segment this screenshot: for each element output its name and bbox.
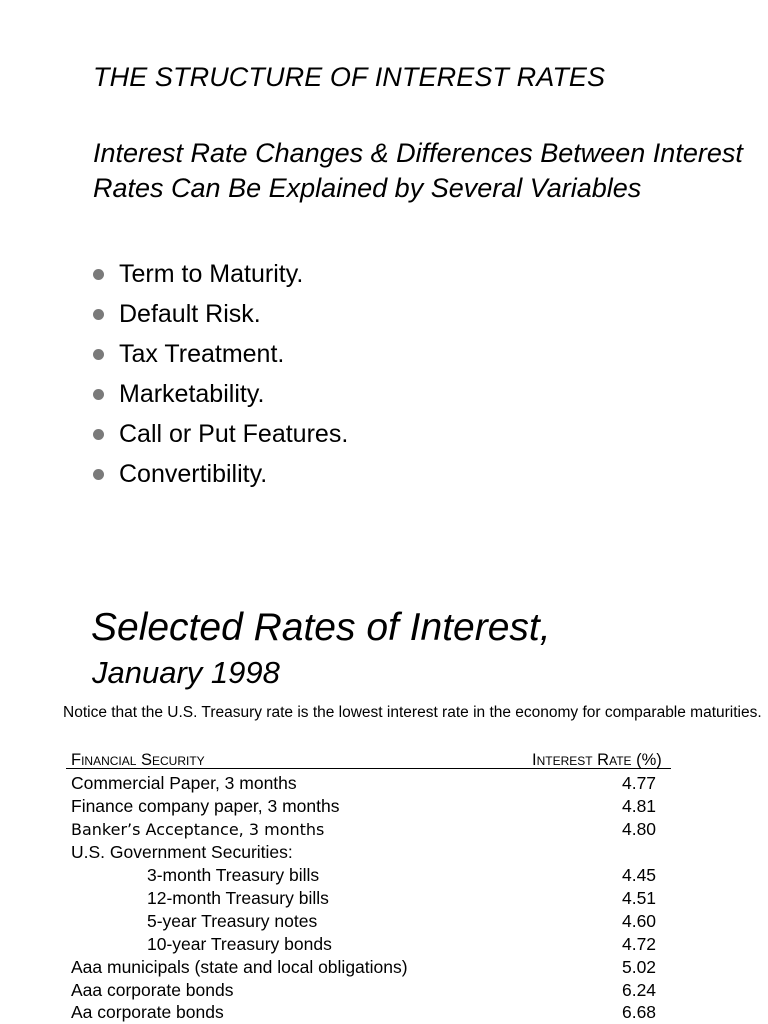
row-value: 6.68 (621, 1002, 657, 1022)
row-label: 10-year Treasury bonds (147, 934, 332, 954)
list-item (90, 414, 348, 454)
row-label: Banker’s Acceptance, 3 months (71, 820, 325, 839)
row-label: Commercial Paper, 3 months (71, 773, 297, 793)
row-label: Aaa municipals (state and local obligations) (71, 957, 408, 977)
table-header-security: Financial Security (71, 751, 205, 769)
table-header-rate: Interest Rate (%) (532, 751, 662, 769)
table-row (71, 956, 711, 979)
row-value: 5.02 (621, 957, 657, 977)
row-value: 4.77 (621, 773, 657, 793)
row-label: Aa corporate bonds (71, 1002, 224, 1022)
row-label: U.S. Government Securities: (71, 842, 293, 862)
list-item-text: Default Risk. (119, 300, 261, 328)
row-value: 4.72 (621, 934, 657, 954)
table-row (71, 887, 711, 910)
list-item-text: Tax Treatment. (119, 340, 285, 368)
list-item (90, 454, 348, 494)
row-label: 5-year Treasury notes (147, 911, 318, 931)
table-row (71, 795, 711, 818)
table-row (71, 933, 711, 956)
row-value: 4.45 (621, 865, 657, 885)
table-row (71, 818, 711, 841)
list-item (90, 334, 348, 374)
list-item-text: Call or Put Features. (119, 420, 349, 448)
row-label: Finance company paper, 3 months (71, 796, 340, 816)
list-item (90, 374, 348, 414)
list-item (90, 254, 348, 294)
table-row (71, 841, 711, 864)
row-label: 12-month Treasury bills (147, 888, 329, 908)
rates-date: January 1998 (92, 655, 280, 690)
slide-title: THE STRUCTURE OF INTEREST RATES (93, 62, 606, 92)
list-item-text: Convertibility. (119, 460, 268, 488)
list-item-text: Term to Maturity. (119, 260, 304, 288)
bullet-dot-icon (93, 309, 104, 320)
list-item-text: Marketability. (119, 380, 265, 408)
table-row (71, 1001, 711, 1024)
bullet-dot-icon (93, 389, 104, 400)
row-value: 4.81 (621, 796, 657, 816)
rates-title: Selected Rates of Interest, (91, 606, 551, 649)
table-header-rule (66, 768, 671, 769)
table-row (71, 979, 711, 1002)
row-value: 4.60 (621, 911, 657, 931)
row-label: 3-month Treasury bills (147, 865, 320, 885)
slide-subtitle: Interest Rate Changes & Differences Between Interest Rates Can Be Explained by Several Variables (93, 138, 743, 203)
table-row (71, 772, 711, 795)
table-row (71, 910, 711, 933)
row-value: 6.24 (621, 980, 657, 1000)
row-label: Aaa corporate bonds (71, 980, 234, 1000)
bullet-dot-icon (93, 349, 104, 360)
row-value: 4.51 (621, 888, 657, 908)
list-item (90, 294, 348, 334)
rates-note: Notice that the U.S. Treasury rate is the lowest interest rate in the economy for comparable maturities. (63, 704, 762, 721)
bullet-dot-icon (93, 469, 104, 480)
table-row (71, 864, 711, 887)
bullet-dot-icon (93, 269, 104, 280)
variables-list (90, 254, 348, 494)
bullet-dot-icon (93, 429, 104, 440)
row-value: 4.80 (621, 819, 657, 839)
